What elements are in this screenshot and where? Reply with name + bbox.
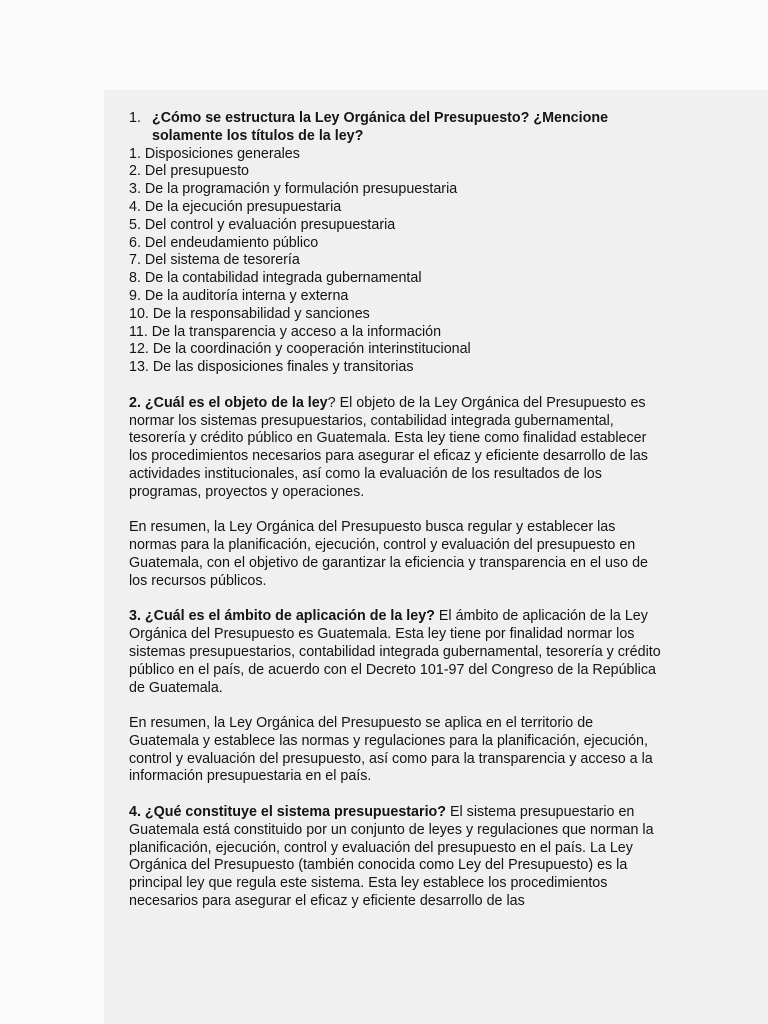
question-4-answer: El sistema presupuestario en Guatemala está constituido por un conjunto de leyes y regulaciones que norman la planificación, ejecución, control y evaluación del presupuesto en el país. La Ley Orgánica del Presupuesto (también conocida como Ley del Presupuesto) es la principal ley que regula este sistema. Esta ley establece los procedimientos necesarios para asegurar el eficaz y eficiente desarrollo de las — [129, 804, 654, 910]
list-item: 4. De la ejecución presupuestaria — [129, 198, 342, 215]
list-item: 7. Del sistema de tesorería — [129, 252, 300, 269]
question-1-text: ¿Cómo se estructura la Ley Orgánica del Presupuesto? ¿Mencione solamente los títulos de la ley? — [152, 110, 609, 144]
question-2-answer: ? El objeto de la Ley Orgánica del Presupuesto es normar los sistemas presupuestarios, contabilidad integrada gubernamental, tesorería y crédito público en Guatemala. Esta ley tiene como finalidad establecer los procedimientos necesarios para asegurar el eficaz y eficiente desarrollo de las actividades institucionales, así como la evaluación de los resultados de los programas, proyectos y operaciones. — [129, 394, 648, 500]
list-item: 9. De la auditoría interna y externa — [129, 287, 349, 304]
list-item: 5. Del control y evaluación presupuestaria — [129, 216, 396, 233]
question-3-paragraph — [129, 608, 665, 697]
list-item: 11. De la transparencia y acceso a la información — [129, 323, 442, 340]
question-3-answer: El ámbito de aplicación de la Ley Orgánica del Presupuesto es Guatemala. Esta ley tiene por finalidad normar los sistemas presupuestarios, contabilidad integrada gubernamental, tesorería y crédito público en el país, de acuerdo con el Decreto 101-97 del Congreso de la República de Guatemala. — [129, 608, 661, 696]
document-content — [129, 110, 665, 911]
list-item: 2. Del presupuesto — [129, 163, 250, 180]
list-item: 12. De la coordinación y cooperación interinstitucional — [129, 341, 471, 358]
question-1-number: 1. — [129, 110, 141, 126]
list-item: 8. De la contabilidad integrada gubernamental — [129, 270, 422, 287]
question-2-heading: 2. ¿Cuál es el objeto de la ley — [129, 394, 328, 411]
question-4-paragraph — [129, 804, 665, 911]
question-2-summary: En resumen, la Ley Orgánica del Presupuesto busca regular y establecer las normas para la planificación, ejecución, control y evaluación del presupuesto en Guatemala, con el objetivo de garantizar la eficiencia y transparencia en el uso de los recursos públicos. — [129, 519, 648, 589]
question-2-paragraph — [129, 395, 665, 502]
law-titles-list — [129, 146, 665, 377]
list-item: 13. De las disposiciones finales y transitorias — [129, 359, 414, 376]
list-item: 3. De la programación y formulación presupuestaria — [129, 181, 458, 198]
list-item: 10. De la responsabilidad y sanciones — [129, 305, 370, 322]
question-1 — [129, 110, 665, 146]
list-item: 6. Del endeudamiento público — [129, 234, 319, 251]
question-3-summary: En resumen, la Ley Orgánica del Presupuesto se aplica en el territorio de Guatemala y establece las normas y regulaciones para la planificación, ejecución, control y evaluación del presupuesto, así como para la transparencia y acceso a la información presupuestaria en el país. — [129, 715, 653, 785]
list-item: 1. Disposiciones generales — [129, 145, 300, 162]
question-3-heading: 3. ¿Cuál es el ámbito de aplicación de la ley? — [129, 608, 435, 625]
question-4-heading: 4. ¿Qué constituye el sistema presupuestario? — [129, 804, 447, 821]
